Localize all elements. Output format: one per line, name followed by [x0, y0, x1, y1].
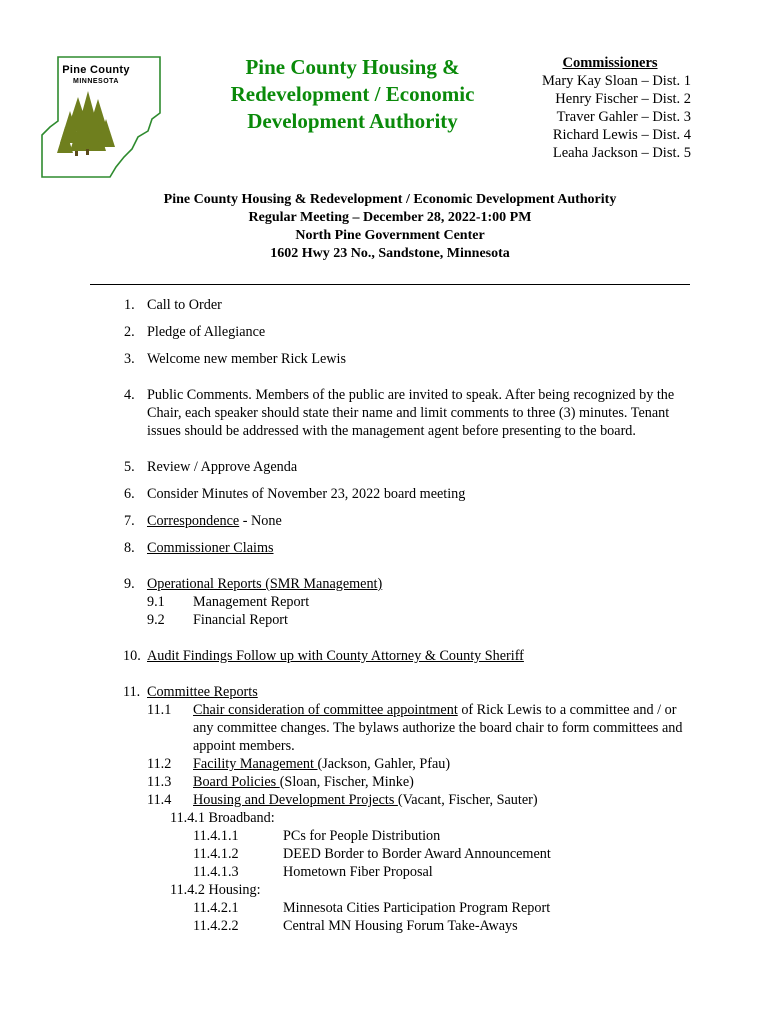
commissioner-entry: Leaha Jackson – Dist. 5 [552, 145, 691, 161]
item-number: 1. [124, 297, 135, 313]
agenda-subitem [90, 593, 690, 611]
agenda-subitem [90, 611, 690, 629]
agenda-subsubitem [90, 899, 690, 917]
org-title-line: Pine County Housing & [245, 55, 460, 79]
item-number: 5. [124, 459, 135, 475]
item-text: Review / Approve Agenda [147, 459, 298, 475]
subsubitem-text: Central MN Housing Forum Take-Aways [283, 918, 518, 934]
committee-reports-link[interactable]: Committee Reports [147, 684, 258, 700]
agenda-subsubitem [90, 827, 690, 845]
header-divider [90, 284, 690, 285]
commissioners-heading: Commissioners [562, 55, 658, 71]
item-number: 10. [123, 648, 141, 664]
item-number: 9. [124, 576, 135, 592]
subsubitem-number: 11.4.1.3 [193, 864, 239, 880]
logo-title: Pine County [62, 64, 130, 76]
subitem-text: of Rick Lewis to a committee and / or any committee changes. The bylaws authorize the board chair to form committees and appoint members. [193, 702, 683, 754]
subitem-text: Financial Report [193, 612, 288, 628]
agenda-subitem [90, 755, 690, 773]
subsubitem-text: Hometown Fiber Proposal [283, 864, 433, 880]
item-text: Public Comments. Members of the public are invited to speak. After being recognized by the Chair, each speaker should state their name and limit comments to three (3) minutes. Tenant issues should be addressed with the management agent before presenting to the board. [147, 387, 675, 439]
subitem-text: (Sloan, Fischer, Minke) [279, 774, 414, 790]
commissioner-claims-link[interactable]: Commissioner Claims [147, 540, 274, 556]
broadband-heading: 11.4.1 Broadband: [170, 810, 275, 826]
subsubitem-number: 11.4.2.2 [193, 918, 239, 934]
pine-county-logo [40, 55, 165, 180]
correspondence-link[interactable]: Correspondence [147, 513, 240, 529]
item-number: 8. [124, 540, 135, 556]
agenda-item [90, 485, 690, 503]
item-number: 7. [124, 513, 135, 529]
subitem-number: 11.2 [147, 756, 172, 772]
subitem-text: (Vacant, Fischer, Sauter) [397, 792, 538, 808]
housing-development-projects-link[interactable]: Housing and Development Projects [193, 792, 398, 808]
subsubitem-number: 11.4.2.1 [193, 900, 239, 916]
agenda-item [90, 683, 690, 701]
audit-findings-link[interactable]: Audit Findings Follow up with County Attorney & County Sheriff [147, 648, 524, 664]
subitem-text: Management Report [193, 594, 310, 610]
agenda-item [90, 323, 690, 341]
subitem-number: 11.1 [147, 702, 172, 718]
agenda-item [90, 512, 690, 530]
operational-reports-link[interactable]: Operational Reports (SMR Management) [147, 576, 383, 592]
organization-title [205, 54, 500, 135]
pine-trees-icon [57, 91, 115, 153]
agenda-item [90, 296, 690, 314]
item-text: Welcome new member Rick Lewis [147, 351, 346, 367]
agenda-item [90, 539, 690, 557]
item-text: Call to Order [147, 297, 222, 313]
meeting-venue: North Pine Government Center [295, 228, 485, 243]
subitem-number: 9.2 [147, 612, 165, 628]
agenda-subitem [90, 701, 690, 755]
meeting-date-time: Regular Meeting – December 28, 2022-1:00 PM [248, 210, 532, 225]
agenda-list [90, 296, 690, 935]
facility-management-link[interactable]: Facility Management [193, 756, 318, 772]
item-text: Consider Minutes of November 23, 2022 board meeting [147, 486, 466, 502]
agenda-item [90, 647, 690, 665]
item-number: 6. [124, 486, 135, 502]
board-policies-link[interactable]: Board Policies [193, 774, 280, 790]
agenda-subsubitem [90, 845, 690, 863]
agenda-item [90, 386, 690, 440]
commissioner-entry: Mary Kay Sloan – Dist. 1 [541, 73, 691, 89]
agenda-subitem [90, 791, 690, 809]
item-number: 2. [124, 324, 135, 340]
agenda-subsubitem [90, 917, 690, 935]
subitem-number: 9.1 [147, 594, 165, 610]
subsubitem-number: 11.4.1.1 [193, 828, 239, 844]
agenda-item [90, 458, 690, 476]
subitem-number: 11.3 [147, 774, 172, 790]
agenda-item [90, 575, 690, 593]
commissioner-entry: Traver Gahler – Dist. 3 [556, 109, 691, 125]
meeting-info [90, 191, 690, 263]
agenda-subsubitem [90, 863, 690, 881]
org-title-line: Redevelopment / Economic [230, 82, 475, 106]
subitem-number: 11.4 [147, 792, 172, 808]
agenda-subitem [90, 773, 690, 791]
item-number: 11. [123, 684, 141, 700]
commissioners-list [515, 54, 691, 162]
agenda-item [90, 350, 690, 368]
commissioner-entry: Richard Lewis – Dist. 4 [552, 127, 691, 143]
org-title-line: Development Authority [247, 109, 458, 133]
subsubitem-text: Minnesota Cities Participation Program Report [283, 900, 551, 916]
item-text: Pledge of Allegiance [147, 324, 266, 340]
item-number: 4. [124, 387, 135, 403]
subsubitem-text: PCs for People Distribution [283, 828, 441, 844]
item-number: 3. [124, 351, 135, 367]
subsubitem-text: DEED Border to Border Award Announcement [283, 846, 551, 862]
subitem-text: (Jackson, Gahler, Pfau) [317, 756, 451, 772]
logo-subtitle: MINNESOTA [73, 78, 119, 85]
subsubitem-number: 11.4.1.2 [193, 846, 239, 862]
housing-heading: 11.4.2 Housing: [170, 882, 261, 898]
meeting-address: 1602 Hwy 23 No., Sandstone, Minnesota [270, 246, 510, 261]
meeting-org-name: Pine County Housing & Redevelopment / Economic Development Authority [163, 192, 617, 207]
committee-appointment-link[interactable]: Chair consideration of committee appointment [193, 702, 458, 718]
commissioner-entry: Henry Fischer – Dist. 2 [555, 91, 691, 107]
item-text: - None [239, 513, 282, 529]
